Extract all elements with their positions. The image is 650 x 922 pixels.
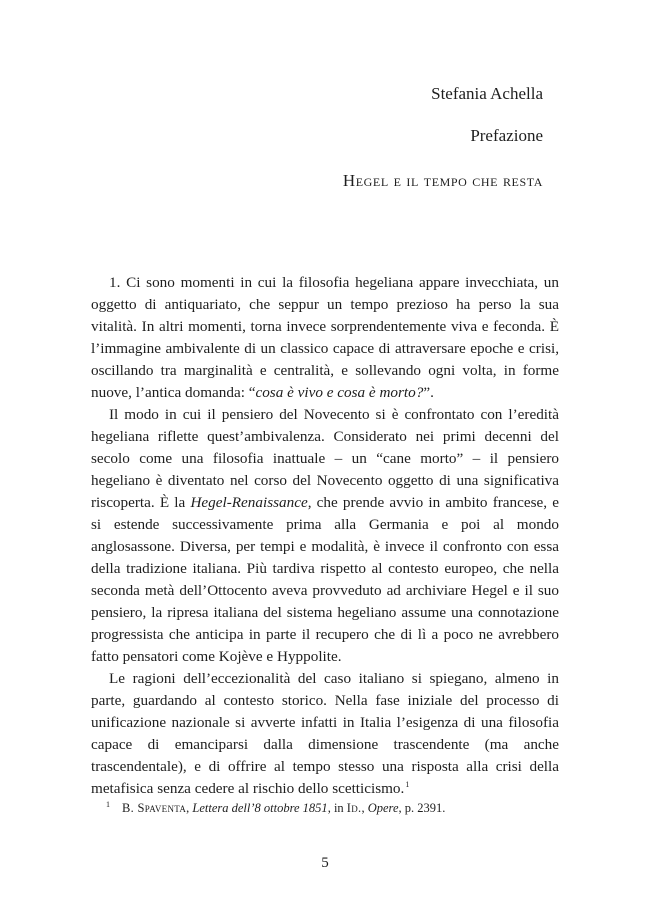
footnote: $^1$ B. Spaventa, Lettera dell’8 ottobre 1851, in Id., Opere, p. 2391. <box>106 799 446 815</box>
footnote-author: B. Spaventa <box>122 801 187 815</box>
paragraph-2: Il modo in cui il pensiero del Novecento si è confrontato con l’eredità hegeliana riflette quest’ambivalenza. Considerato nei primi decenni del secolo come una filosofia inattuale – un “cane morto” – il pensiero hegeliano è diventato nel corso del Novecento oggetto di una significativa riscoperta. È la Hegel-Renaissance, che prende avvio in ambito francese, e si estende successivamente prima alla Germania e poi al mondo anglosassone. Diversa, per tempi e modalità, è invece il confronto con essa della tradizione italiana. Più tardiva rispetto al contesto europeo, che nella seconda metà dell’Ottocento aveva provveduto ad archiviare Hegel e il suo pensiero, la ripresa italiana del sistema hegeliano assume una connotazione progressista che anticipa in parte il recupero che di lì a poco ne avrebbero fatto pensatori come Kojève e Hyppolite. <box>91 406 559 665</box>
italic-quote: cosa è vivo e cosa è morto? <box>255 384 424 401</box>
chapter-title: Hegel e il tempo che resta <box>342 171 543 190</box>
paragraph-3: Le ragioni dell’eccezionalità del caso italiano si spiegano, almeno in parte, guardando al contesto storico. Nella fase iniziale del processo di unificazione nazionale si avverte infatti in Italia l’esigenza di una filosofia capace di emanciparsi dalla dimensione trascendente (ma anche trascendentale), e di offrire al tempo stesso una risposta alla crisi della metafisica senza cedere al rischio dello scetticismo.$^1$ <box>91 670 559 797</box>
footnote-ibid: Id. <box>346 801 362 815</box>
paragraph-1: 1. Ci sono momenti in cui la filosofia hegeliana appare invecchiata, un oggetto di antiquariato, che seppur un tempo prezioso ha perso la sua vitalità. In altri momenti, torna invece sorprendentemente viva e feconda. È l’immagine ambivalente di un classico capace di attraversare epoche e crisi, oscillando tra marginalità e centralità, e sollevando ogni volta, in forme nuove, l’antica domanda: “cosa è vivo e cosa è morto?”. <box>91 274 559 401</box>
footnote-work: Lettera dell’8 ottobre 1851 <box>192 801 328 815</box>
italic-term: Hegel-Renaissance <box>190 494 308 511</box>
author-name: Stefania Achella <box>431 84 543 103</box>
footnote-opere: Opere <box>367 801 399 815</box>
section-title: Prefazione <box>470 126 543 145</box>
page-number: 5 <box>321 855 329 871</box>
chapter-header <box>343 84 543 191</box>
footnote-reference[interactable]: 1 <box>405 779 410 789</box>
body-text <box>91 272 559 800</box>
footnote-number: 1 <box>106 799 110 809</box>
